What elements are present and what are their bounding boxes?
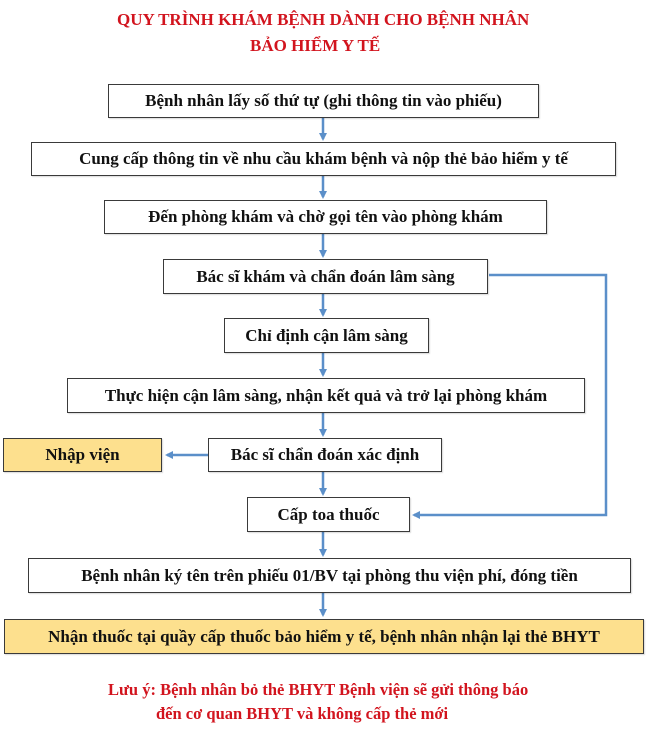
step-7-box: Bác sĩ chẩn đoán xác định <box>208 438 442 472</box>
step-5-box: Chỉ định cận lâm sàng <box>224 318 429 353</box>
note-line-2: đến cơ quan BHYT và không cấp thẻ mới <box>156 704 449 723</box>
step-1-box: Bệnh nhân lấy số thứ tự (ghi thông tin vào phiếu) <box>108 84 539 118</box>
diagram-title-line-1: QUY TRÌNH KHÁM BỆNH DÀNH CHO BỆNH NHÂN <box>117 10 530 29</box>
step-6-box: Thực hiện cận lâm sàng, nhận kết quả và trở lại phòng khám <box>67 378 585 413</box>
diagram-title-line-2: BẢO HIỂM Y TẾ <box>250 36 381 55</box>
note-line-1: Lưu ý: Bệnh nhân bỏ thẻ BHYT Bệnh viện sẽ gửi thông báo <box>108 680 529 699</box>
step-3-box: Đến phòng khám và chờ gọi tên vào phòng khám <box>104 200 547 234</box>
admission-box: Nhập viện <box>3 438 162 472</box>
step-10-box: Nhận thuốc tại quầy cấp thuốc bảo hiểm y tế, bệnh nhân nhận lại thẻ BHYT <box>4 619 644 654</box>
step-9-box: Bệnh nhân ký tên trên phiếu 01/BV tại phòng thu viện phí, đóng tiền <box>28 558 631 593</box>
step-4-box: Bác sĩ khám và chẩn đoán lâm sàng <box>163 259 488 294</box>
step-8-box: Cấp toa thuốc <box>247 497 410 532</box>
step-2-box: Cung cấp thông tin về nhu cầu khám bệnh và nộp thẻ bảo hiểm y tế <box>31 142 616 176</box>
